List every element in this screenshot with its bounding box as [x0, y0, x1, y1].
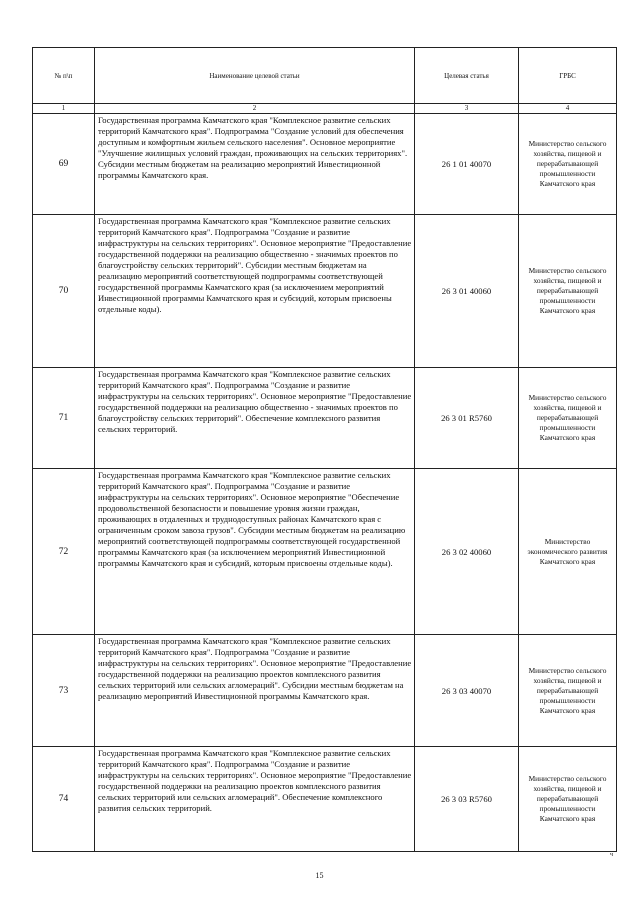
header-grbs: ГРБС — [519, 48, 617, 104]
row-grbs: Министерство сельского хозяйства, пищевой и перерабатывающей промышленности Камчатского края — [519, 114, 617, 215]
row-grbs: Министерство сельского хозяйства, пищевой и перерабатывающей промышленности Камчатского края — [519, 635, 617, 747]
header-code: Целевая статья — [415, 48, 519, 104]
row-code: 26 3 03 40070 — [415, 635, 519, 747]
row-name: Государственная программа Камчатского края "Комплексное развитие сельских территорий Камчатского края". Подпрограмма "Создание и развитие инфраструктуры на сельских территориях". Основное мероприятие "Обеспечение продовольственной безопасности и повышение уровня жизни граждан, проживающих в отдаленных и труднодоступных районах Камчатского края с ограниченным сроком завоза грузов". Субсидии местным бюджетам на реализацию мероприятий соответствующей подпрограммы соответствующей государственной программы Камчатского края (за исключением мероприятий Инвестиционной программы Камчатского края и субсидий, которым присвоены отдельные коды). — [95, 469, 415, 635]
row-number: 74 — [33, 747, 95, 852]
row-name: Государственная программа Камчатского края "Комплексное развитие сельских территорий Камчатского края". Подпрограмма "Создание и развитие инфраструктуры на сельских территориях". Основное мероприятие "Предоставление государственной поддержки на реализацию проектов комплексного развития сельских территорий или сельских агломераций". Обеспечение комплексного развития сельских территорий. — [95, 747, 415, 852]
row-grbs: Министерство сельского хозяйства, пищевой и перерабатывающей промышленности Камчатского края — [519, 747, 617, 852]
corner-mark: ч — [610, 852, 614, 858]
table-row — [33, 114, 617, 215]
row-number: 70 — [33, 215, 95, 368]
column-number: 4 — [519, 104, 617, 114]
row-code: 26 1 01 40070 — [415, 114, 519, 215]
column-number: 1 — [33, 104, 95, 114]
header-name: Наименование целевой статьи — [95, 48, 415, 104]
row-grbs: Министерство экономического развития Камчатского края — [519, 469, 617, 635]
table-row — [33, 635, 617, 747]
row-number: 73 — [33, 635, 95, 747]
row-code: 26 3 01 R5760 — [415, 368, 519, 469]
page-number: 15 — [315, 871, 324, 880]
column-number-row — [33, 104, 617, 114]
row-code: 26 3 02 40060 — [415, 469, 519, 635]
target-articles-table — [32, 47, 617, 852]
table-row — [33, 215, 617, 368]
table-row — [33, 469, 617, 635]
row-name: Государственная программа Камчатского края "Комплексное развитие сельских территорий Камчатского края". Подпрограмма "Создание и развитие инфраструктуры на сельских территориях". Основное мероприятие "Предоставление государственной поддержки на реализацию общественно - значимых проектов по благоустройству сельских территорий". Субсидии местным бюджетам на реализацию мероприятий соответствующей подпрограммы соответствующей государственной программы Камчатского края (за исключением мероприятий Инвестиционной программы Камчатского края и субсидий, которым присвоены отдельные коды). — [95, 215, 415, 368]
row-number: 69 — [33, 114, 95, 215]
row-grbs: Министерство сельского хозяйства, пищевой и перерабатывающей промышленности Камчатского края — [519, 368, 617, 469]
row-name: Государственная программа Камчатского края "Комплексное развитие сельских территорий Камчатского края". Подпрограмма "Создание условий для обеспечения доступным и комфортным жильем сельского населения". Основное мероприятие "Улучшение жилищных условий граждан, проживающих на сельских территориях". Субсидии местным бюджетам на реализацию мероприятий Инвестиционной программы Камчатского края. — [95, 114, 415, 215]
table-row — [33, 747, 617, 852]
column-number: 2 — [95, 104, 415, 114]
row-name: Государственная программа Камчатского края "Комплексное развитие сельских территорий Камчатского края". Подпрограмма "Создание и развитие инфраструктуры на сельских территориях". Основное мероприятие "Предоставление государственной поддержки на реализацию проектов комплексного развития сельских территорий или сельских агломераций". Субсидии местным бюджетам на реализацию мероприятий Инвестиционной программы Камчатского края. — [95, 635, 415, 747]
row-number: 71 — [33, 368, 95, 469]
header-number: № п\п — [33, 48, 95, 104]
column-number: 3 — [415, 104, 519, 114]
table-row — [33, 368, 617, 469]
row-code: 26 3 01 40060 — [415, 215, 519, 368]
row-number: 72 — [33, 469, 95, 635]
header-row — [33, 48, 617, 104]
row-code: 26 3 03 R5760 — [415, 747, 519, 852]
row-grbs: Министерство сельского хозяйства, пищевой и перерабатывающей промышленности Камчатского края — [519, 215, 617, 368]
row-name: Государственная программа Камчатского края "Комплексное развитие сельских территорий Камчатского края". Подпрограмма "Создание и развитие инфраструктуры на сельских территориях". Основное мероприятие "Предоставление государственной поддержки на реализацию общественно - значимых проектов по благоустройству сельских территорий". Обеспечение комплексного развития сельских территорий. — [95, 368, 415, 469]
